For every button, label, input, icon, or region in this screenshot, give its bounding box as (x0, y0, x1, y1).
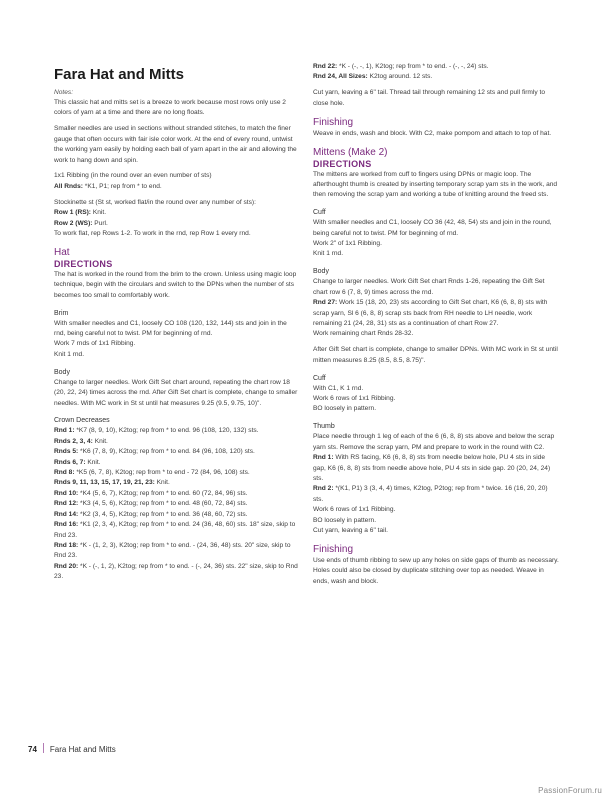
directions-heading: DIRECTIONS (313, 158, 372, 169)
paragraph (313, 345, 559, 366)
paragraph (54, 182, 298, 192)
paragraph (313, 277, 559, 298)
row-label: Rnd 8: (54, 469, 77, 477)
paragraph-text: With C1, K 1 rnd. (313, 384, 364, 392)
section-heading: Finishing (313, 116, 354, 128)
paragraph (54, 468, 298, 478)
paragraph-text: Knit 1 rnd. (313, 250, 344, 258)
paragraph-text: Knit. (87, 458, 101, 466)
paragraph-text: *K4 (5, 6, 7), K2tog; rep from * to end. 60 (72, 84, 96) sts. (80, 489, 248, 497)
paragraph-text: The hat is worked in the round from the brim to the crown. Unless using magic loop technique, begin with the circulars and switch to the DPNs when the number of sts becomes too small to comfortably work. (54, 270, 297, 299)
spacer (313, 201, 559, 207)
paragraph-text: Change to larger needles. Work Gift Set chart around, repeating the chart row 18 (20, 22, 24) times across the rnd. After Gift Set chart is complete, change to smaller needles. With MC work in St st until hat measures 9.25 (9.5, 9.75, 10)". (54, 378, 298, 407)
row-label: Rnd 1: (313, 454, 336, 462)
spacer (313, 139, 559, 145)
paragraph-text: *K1 (2, 3, 4), K2tog; rep from * to end. 24 (36, 48, 60) sts. 18" size, skip to Rnd 23. (54, 521, 296, 539)
paragraph-text: Work 6 rows of 1x1 Ribbing. (313, 395, 396, 403)
paragraph-text: Work 6 rows of 1x1 Ribbing. (313, 506, 396, 514)
paragraph (313, 218, 559, 239)
row-label: Rnd 14: (54, 510, 81, 518)
subsection-heading: Body (54, 368, 70, 376)
row-label: Rnd 22: (313, 63, 340, 70)
paragraph (54, 510, 298, 520)
paragraph-text: *(K1, P1) 3 (3, 4, 4) times, K2tog, P2tog; rep from * twice. 16 (16, 20, 20) sts. (313, 485, 548, 503)
paragraph (313, 384, 559, 394)
row-label: Rnds 5: (54, 448, 81, 456)
paragraph (313, 239, 559, 249)
page-footer (28, 743, 116, 754)
paragraph-text: BO loosely in pattern. (313, 516, 377, 524)
paragraph-text: Knit. (92, 209, 107, 217)
paragraph-text: Cut yarn, leaving a 6" tail. (313, 527, 388, 534)
paragraph-text: Knit 1 rnd. (54, 350, 85, 358)
paragraph-text: With RS facing, K6 (6, 8, 8) sts from needle below hole, PU 4 sts in side gap, K6 (6, 8, 8) sts from needle above hole, PU 4 sts in side gap. 20 (20, 24, 24) sts. (313, 454, 551, 482)
row-label: Rnd 2: (313, 485, 336, 493)
paragraph (313, 249, 559, 259)
paragraph-text: Place needle through 1 leg of each of the 6 (6, 8, 8) sts above and below the scrap yarn sts. Remove the scrap yarn, PM and prepare to work in the round with C2. (313, 433, 555, 451)
row-label: Rnds 9, 11, 13, 15, 17, 19, 21, 23: (54, 479, 157, 487)
paragraph-text: Work 2" of 1x1 Ribbing. (313, 240, 382, 248)
paragraph-text: Work remaining chart Rnds 28-32. (313, 330, 414, 338)
paragraph-text: Smaller needles are used in sections without stranded stitches, to match the finer gauge that often occurs with fair isle color work. At the end of every round, untwist the working yarn easily by holding each ball of yarn apart in the air and allowing the work to hang down and spin. (54, 125, 297, 164)
paragraph (54, 458, 298, 468)
paragraph (54, 478, 298, 488)
subsection-heading: Cuff (313, 374, 326, 382)
row-label: Rnd 18: (54, 541, 81, 549)
paragraph (54, 378, 298, 409)
paragraph-text: 1x1 Ribbing (in the round over an even number of sts) (54, 172, 212, 180)
paragraph (313, 329, 559, 339)
paragraph (54, 229, 298, 239)
right-column (313, 62, 559, 587)
paragraph-text: Use ends of thumb ribbing to sew up any holes on side gaps of thumb as necessary. Holes could also be closed by duplicate stitching over top as needed. Weave in ends, wash and block. (313, 556, 559, 585)
spacer (54, 301, 298, 307)
row-label: Rnd 10: (54, 489, 81, 497)
paragraph (313, 62, 559, 72)
paragraph-text: To work flat, rep Rows 1-2. To work in the rnd, rep Row 1 every rnd. (54, 229, 251, 237)
paragraph (54, 198, 298, 208)
paragraph (313, 129, 559, 139)
paragraph (54, 520, 298, 541)
paragraph (54, 171, 298, 181)
row-label: Rnds 2, 3, 4: (54, 437, 95, 445)
paragraph-text: Work 15 (18, 20, 23) sts according to Gift Set chart, K6 (6, 8, 8) sts with scrap yarn, Sl 6 (6, 8, 8) scrap sts back from RH needle to LH needle, work remaining 21 (24, 28, 31) sts as a continuation of chart Row 27. (313, 299, 548, 327)
row-label: Rnd 1: (54, 427, 77, 435)
paragraph (54, 437, 298, 447)
paragraph (54, 319, 298, 340)
spacer (54, 360, 298, 366)
paragraph-text: Knit. (156, 479, 170, 487)
paragraph-text: *K6 (7, 8, 9), K2tog; rep from * to end. 84 (96, 108, 120) sts. (80, 448, 255, 456)
paragraph (313, 505, 559, 515)
paragraph-text: *K - (1, 2, 3), K2tog; rep from * to end. - (24, 36, 48) sts. 20" size, skip to Rnd 23. (54, 541, 291, 560)
spacer (313, 366, 559, 372)
paragraph (54, 541, 298, 562)
paragraph-text: Cut yarn, leaving a 6" tail. Thread tail through remaining 12 sts and pull firmly to close hole. (313, 89, 546, 107)
spacer (313, 260, 559, 266)
paragraph (313, 516, 559, 526)
subsection-heading: Cuff (313, 209, 326, 217)
watermark: PassionForum.ru (538, 786, 602, 795)
row-label: Row 1 (RS): (54, 209, 93, 217)
page-title: Fara Hat and Mitts (54, 66, 185, 83)
spacer (313, 536, 559, 542)
paragraph (313, 298, 559, 329)
paragraph (54, 270, 298, 301)
paragraph-text: *K3 (4, 5, 6), K2tog; rep from * to end. 48 (60, 72, 84) sts. (80, 500, 248, 508)
row-label: Rnd 16: (54, 521, 81, 529)
paragraph-text: This classic hat and mitts set is a breeze to work because most rows only use 2 colors of yarn at a time and there are no long floats. (54, 99, 286, 117)
paragraph (313, 394, 559, 404)
paragraph (313, 170, 559, 201)
spacer (313, 415, 559, 421)
paragraph (313, 88, 559, 109)
paragraph-text: Purl. (94, 219, 108, 227)
section-heading: Mittens (Make 2) (313, 146, 388, 158)
paragraph (54, 426, 298, 436)
paragraph-text: With smaller needles and C1, loosely CO 36 (42, 48, 54) sts and join in the round, being careful not to twist. PM for beginning of rnd. (313, 219, 552, 237)
subsection-heading: Brim (54, 309, 69, 317)
paragraph-text: Knit. (94, 437, 108, 445)
paragraph-text: BO loosely in pattern. (313, 405, 377, 413)
row-label: Rnds 6, 7: (54, 458, 88, 466)
paragraph-text: After Gift Set chart is complete, change to smaller DPNs. With MC work in St st until mitten measures 8.25 (8.5, 8.5, 8.75)". (313, 346, 558, 364)
row-label: All Rnds: (54, 182, 85, 190)
paragraph (54, 499, 298, 509)
paragraph-text: *K7 (8, 9, 10), K2tog; rep from * to end. 96 (108, 120, 132) sts. (76, 427, 259, 435)
paragraph (54, 447, 298, 457)
page-number: 74 (28, 745, 37, 754)
row-label: Row 2 (WS): (54, 219, 95, 227)
paragraph (313, 404, 559, 414)
directions-heading: DIRECTIONS (54, 258, 113, 269)
paragraph (54, 98, 298, 119)
spacer (54, 239, 298, 245)
paragraph-text: Stockinette st (St st, worked flat/in the round over any number of sts): (54, 198, 256, 206)
paragraph (54, 562, 298, 583)
row-label: Rnd 12: (54, 500, 81, 508)
paragraph (54, 124, 298, 166)
row-label: Rnd 27: (313, 299, 340, 307)
paragraph (313, 484, 559, 505)
paragraph (54, 219, 298, 229)
section-heading: Hat (54, 246, 70, 258)
section-heading: Finishing (313, 543, 354, 555)
paragraph-text: With smaller needles and C1, loosely CO 108 (120, 132, 144) sts and join in the rnd, being careful not to twist. PM for beginning of rnd. (54, 319, 287, 337)
spacer (313, 109, 559, 115)
paragraph-text: *K1, P1; rep from * to end. (84, 182, 162, 190)
paragraph (54, 339, 298, 349)
paragraph-text: *K - (-, -, 1), K2tog; rep from * to end. - (-, -, 24) sts. (339, 63, 489, 70)
subsection-heading: Thumb (313, 423, 335, 431)
footer-title: Fara Hat and Mitts (49, 745, 116, 754)
row-label: Rnd 20: (54, 562, 81, 570)
paragraph (313, 556, 559, 587)
subsection-heading: Body (313, 268, 329, 276)
paragraph-text: Change to larger needles. Work Gift Set chart Rnds 1-26, repeating the Gift Set chart row 6 (7, 8, 9) times across the rnd. (313, 278, 545, 296)
paragraph (54, 208, 298, 218)
paragraph-text: *K2 (3, 4, 5), K2tog; rep from * to end. 36 (48, 60, 72) sts. (80, 510, 248, 518)
spacer (54, 409, 298, 415)
left-column (54, 62, 298, 583)
row-label: Rnd 24, All Sizes: (313, 73, 370, 81)
paragraph-text: K2tog around. 12 sts. (369, 73, 433, 81)
paragraph (54, 489, 298, 499)
paragraph (54, 350, 298, 360)
paragraph-text: Weave in ends, wash and block. With C2, make pompom and attach to top of hat. (313, 129, 552, 137)
notes-label: Notes: (54, 89, 74, 96)
paragraph-text: Work 7 rnds of 1x1 Ribbing. (54, 340, 136, 348)
subsection-heading: Crown Decreases (54, 417, 110, 425)
footer-divider (43, 743, 44, 753)
paragraph-text: The mittens are worked from cuff to fingers using DPNs or magic loop. The afterthought thumb is created by inserting temporary scrap yarn sts in the work, and then removing the scrap yarn and working a tube of knitting around the freed sts. (313, 170, 558, 199)
paragraph (313, 453, 559, 484)
paragraph-text: *K5 (6, 7, 8), K2tog; rep from * to end - 72 (84, 96, 108) sts. (76, 469, 250, 477)
paragraph (313, 526, 559, 536)
paragraph (313, 432, 559, 453)
paragraph-text: *K - (-, 1, 2), K2tog; rep from * to end. - (-, 24, 36) sts. 22" size, skip to Rnd 23. (54, 562, 298, 581)
paragraph (313, 72, 559, 82)
